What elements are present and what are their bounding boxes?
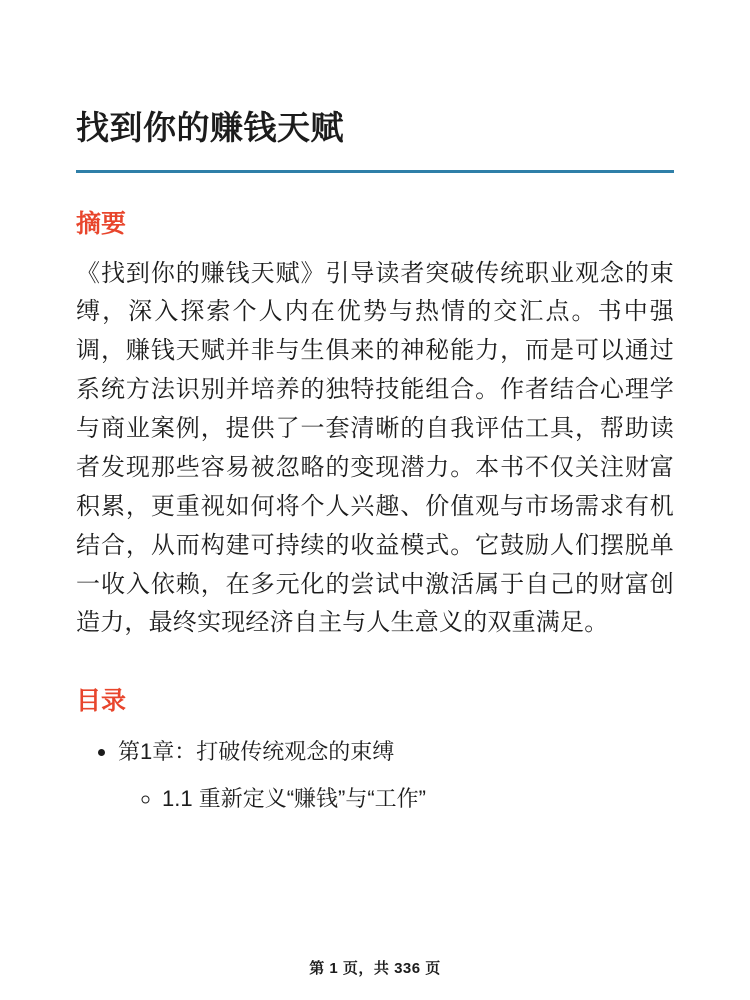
toc-list bbox=[76, 735, 674, 815]
toc-subitem-label: 1.1 重新定义“赚钱”与“工作” bbox=[162, 786, 427, 812]
toc-sublist bbox=[118, 782, 674, 815]
page-title: 找到你的赚钱天赋 bbox=[76, 109, 344, 146]
toc-item-label: 第1章：打破传统观念的束缚 bbox=[118, 739, 395, 765]
page-footer: 第 1 页，共 336 页 bbox=[309, 960, 441, 977]
title-divider bbox=[76, 170, 674, 173]
toc-subitem-1-1[interactable] bbox=[162, 782, 674, 815]
toc-item-chapter-1[interactable] bbox=[118, 735, 674, 815]
toc-heading: 目录 bbox=[76, 687, 127, 716]
abstract-heading: 摘要 bbox=[76, 209, 127, 238]
abstract-body: 《找到你的赚钱天赋》引导读者突破传统职业观念的束缚，深入探索个人内在优势与热情的交汇点。书中强调，赚钱天赋并非与生俱来的神秘能力，而是可以通过系统方法识别并培养的独特技能组合。作者结合心理学与商业案例，提供了一套清晰的自我评估工具，帮助读者发现那些容易被忽略的变现潜力。本书不仅关注财富积累，更重视如何将个人兴趣、价值观与市场需求有机结合，从而构建可持续的收益模式。它鼓励人们摆脱单一收入依赖，在多元化的尝试中激活属于自己的财富创造力，最终实现经济自主与人生意义的双重满足。 bbox=[76, 259, 674, 637]
